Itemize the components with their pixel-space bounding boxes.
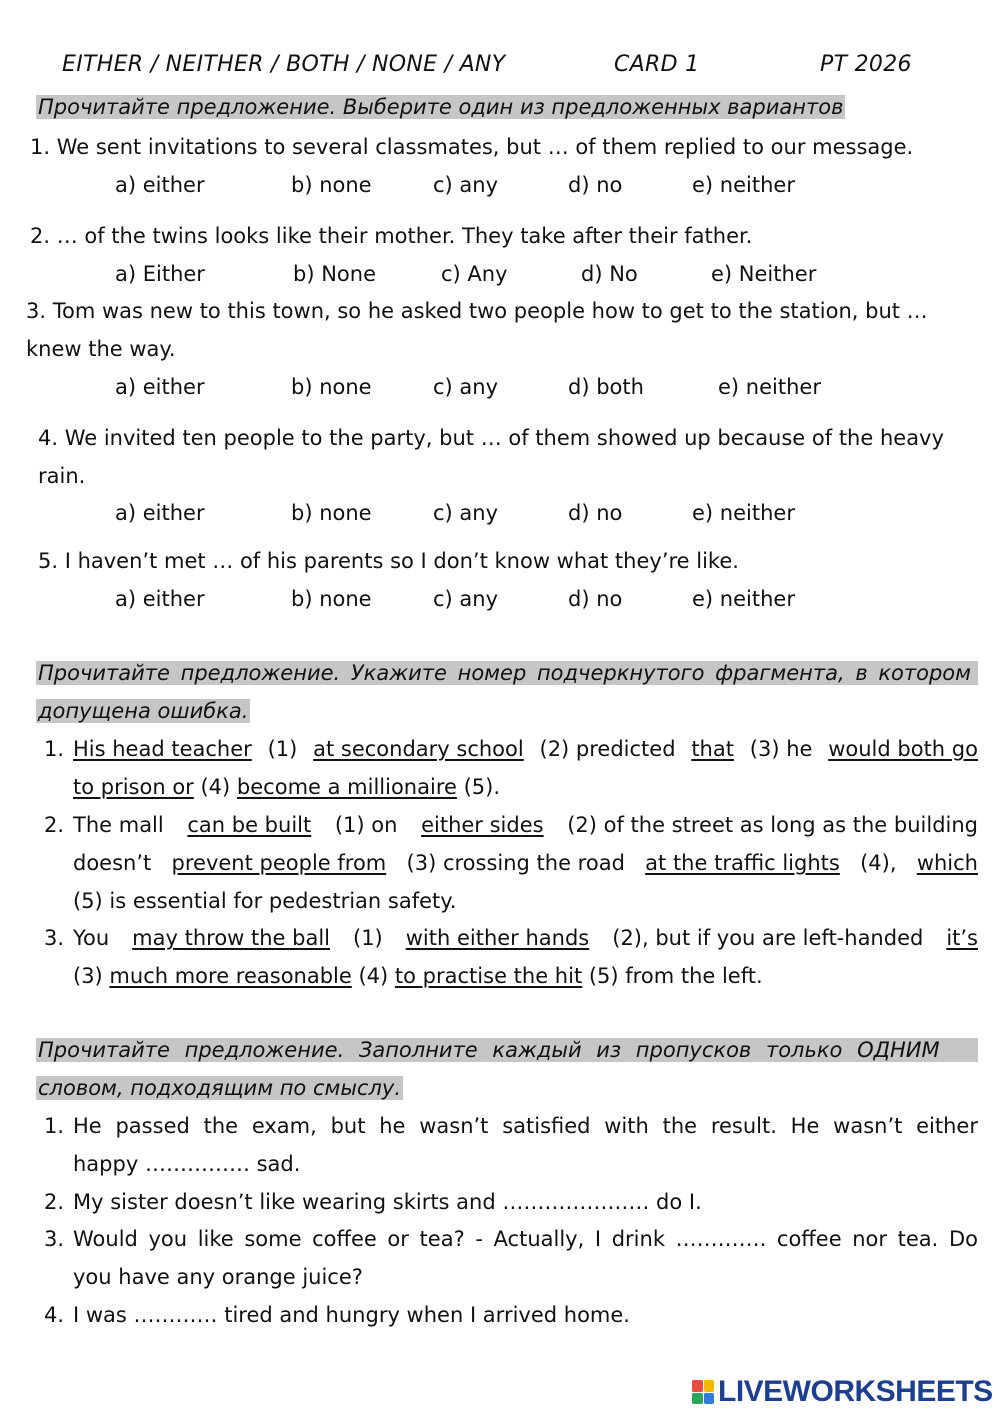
- exam-code: PT 2026: [820, 52, 912, 77]
- section3-instruction-line2: словом, подходящим по смыслу.: [38, 1076, 401, 1100]
- s2-item2-line1: [73, 813, 978, 837]
- s1-q5-text: 5. I haven’t met … of his parents so I don’t know what they’re like.: [38, 549, 739, 573]
- s3-item3-line1: Would you like some coffee or tea? - Actually, I drink …………. coffee nor tea. Do: [73, 1227, 978, 1251]
- fragment-3[interactable]: prevent people from: [171, 851, 387, 875]
- fragment-2[interactable]: with either hands: [405, 926, 590, 950]
- fragment-5[interactable]: which: [916, 851, 978, 875]
- s3-item2-line1: My sister doesn’t like wearing skirts and ………………… do I.: [73, 1190, 702, 1214]
- s2-item3-line2: [73, 964, 763, 988]
- option[interactable]: b) None: [293, 262, 376, 286]
- fragment-2[interactable]: either sides: [421, 813, 544, 837]
- fragment-1[interactable]: may throw the ball: [132, 926, 331, 950]
- section2-instruction-text: Прочитайте предложение. Укажите номер подчеркнутого фрагмента, в котором: [38, 661, 971, 685]
- fragment-4[interactable]: much more reasonable: [109, 964, 352, 988]
- worksheet-title: EITHER / NEITHER / BOTH / NONE / ANY: [62, 52, 506, 77]
- fragment-text: The mall: [73, 813, 171, 837]
- s3-item1-line2: happy …………… sad.: [73, 1152, 301, 1176]
- option[interactable]: b) none: [291, 173, 372, 197]
- option[interactable]: d) both: [568, 375, 644, 399]
- liveworksheets-logo: [692, 1375, 993, 1409]
- s2-item1-line1: [73, 737, 978, 761]
- option[interactable]: a) Either: [115, 262, 205, 286]
- fragment-3[interactable]: that: [691, 737, 734, 761]
- section1-instruction: Прочитайте предложение. Выберите один из предложенных вариантов: [38, 95, 844, 119]
- option[interactable]: c) any: [433, 501, 499, 525]
- fragment-text: (1): [346, 926, 390, 950]
- logo-text: LIVEWORKSHEETS: [718, 1375, 993, 1408]
- fragment-text: (1) on: [328, 813, 405, 837]
- option[interactable]: e) Neither: [711, 262, 817, 286]
- option[interactable]: d) No: [581, 262, 638, 286]
- logo-square: [692, 1393, 703, 1405]
- option[interactable]: b) none: [291, 587, 372, 611]
- s2-item3-line1: [73, 926, 978, 950]
- s2-item2-line2: [73, 851, 978, 875]
- option[interactable]: e) neither: [692, 501, 795, 525]
- s1-q2-text: 2. … of the twins looks like their mother. They take after their father.: [30, 224, 753, 248]
- fragment-text: (2), but if you are left-handed: [605, 926, 931, 950]
- fragment-4a[interactable]: would both go: [828, 737, 978, 761]
- option[interactable]: c) any: [433, 587, 499, 611]
- section3-instruction-text: Прочитайте предложение. Заполните каждый из пропусков только ОДНИМ: [38, 1038, 940, 1062]
- fragment-text: (4): [193, 775, 237, 799]
- option[interactable]: b) none: [291, 375, 372, 399]
- option[interactable]: d) no: [568, 501, 623, 525]
- option[interactable]: b) none: [291, 501, 372, 525]
- option[interactable]: c) any: [433, 173, 499, 197]
- s2-item3-number: 3.: [44, 926, 65, 950]
- option[interactable]: d) no: [568, 587, 623, 611]
- s3-item2-number: 2.: [44, 1190, 65, 1214]
- option[interactable]: d) no: [568, 173, 623, 197]
- fragment-text: (3) he: [743, 737, 820, 761]
- logo-square: [704, 1380, 715, 1392]
- option[interactable]: a) either: [115, 375, 205, 399]
- fragment-text: (2) of the street as long as the building: [560, 813, 978, 837]
- option[interactable]: e) neither: [718, 375, 821, 399]
- s1-q4-text-line2: rain.: [38, 464, 86, 488]
- fragment-text: (1): [260, 737, 304, 761]
- fragment-2[interactable]: at secondary school: [313, 737, 524, 761]
- option[interactable]: c) Any: [441, 262, 508, 286]
- s3-item4-line1: I was ………… tired and hungry when I arrived home.: [73, 1303, 630, 1327]
- s2-item1-number: 1.: [44, 737, 65, 761]
- option[interactable]: c) any: [433, 375, 499, 399]
- fragment-text: (2) predicted: [532, 737, 683, 761]
- s3-item1-line1: He passed the exam, but he wasn’t satisfied with the result. He wasn’t either: [73, 1114, 978, 1138]
- fragment-3[interactable]: it’s: [946, 926, 978, 950]
- section2-instruction-line2: допущена ошибка.: [38, 699, 249, 723]
- s1-q1-text: 1. We sent invitations to several classmates, but … of them replied to our message.: [30, 135, 914, 159]
- logo-grid-icon: [692, 1380, 714, 1404]
- s3-item3-number: 3.: [44, 1227, 65, 1251]
- card-label: CARD 1: [614, 52, 700, 77]
- fragment-4b[interactable]: to prison or: [73, 775, 194, 799]
- s2-item1-line2: [73, 775, 500, 799]
- fragment-text: (3): [73, 964, 110, 988]
- fragment-text: doesn’t: [73, 851, 158, 875]
- s3-item1-number: 1.: [44, 1114, 65, 1138]
- logo-square: [704, 1393, 715, 1405]
- logo-square: [692, 1380, 703, 1392]
- s1-q3-text-line2: knew the way.: [26, 337, 176, 361]
- option[interactable]: a) either: [115, 173, 205, 197]
- section3-instruction-line1: [36, 1038, 978, 1062]
- option[interactable]: a) either: [115, 587, 205, 611]
- fragment-5[interactable]: become a millionaire: [236, 775, 457, 799]
- fragment-text: (5) from the left.: [582, 964, 763, 988]
- fragment-text: (4),: [853, 851, 904, 875]
- s3-item3-line2: you have any orange juice?: [73, 1265, 363, 1289]
- fragment-4[interactable]: at the traffic lights: [645, 851, 840, 875]
- option[interactable]: e) neither: [692, 587, 795, 611]
- s2-item2-number: 2.: [44, 813, 65, 837]
- s1-q4-text-line1: 4. We invited ten people to the party, but … of them showed up because of the heavy: [38, 426, 944, 450]
- s3-item4-number: 4.: [44, 1303, 65, 1327]
- s2-item2-line3: (5) is essential for pedestrian safety.: [73, 889, 457, 913]
- fragment-text: (5).: [456, 775, 501, 799]
- fragment-1[interactable]: can be built: [187, 813, 312, 837]
- option[interactable]: e) neither: [692, 173, 795, 197]
- section2-instruction-line1: [36, 661, 978, 685]
- fragment-5[interactable]: to practise the hit: [394, 964, 583, 988]
- fragment-text: (4): [351, 964, 395, 988]
- fragment-1[interactable]: His head teacher: [73, 737, 252, 761]
- fragment-text: You: [73, 926, 116, 950]
- option[interactable]: a) either: [115, 501, 205, 525]
- fragment-text: (3) crossing the road: [399, 851, 632, 875]
- s1-q3-text-line1: 3. Tom was new to this town, so he asked two people how to get to the station, but …: [26, 299, 928, 323]
